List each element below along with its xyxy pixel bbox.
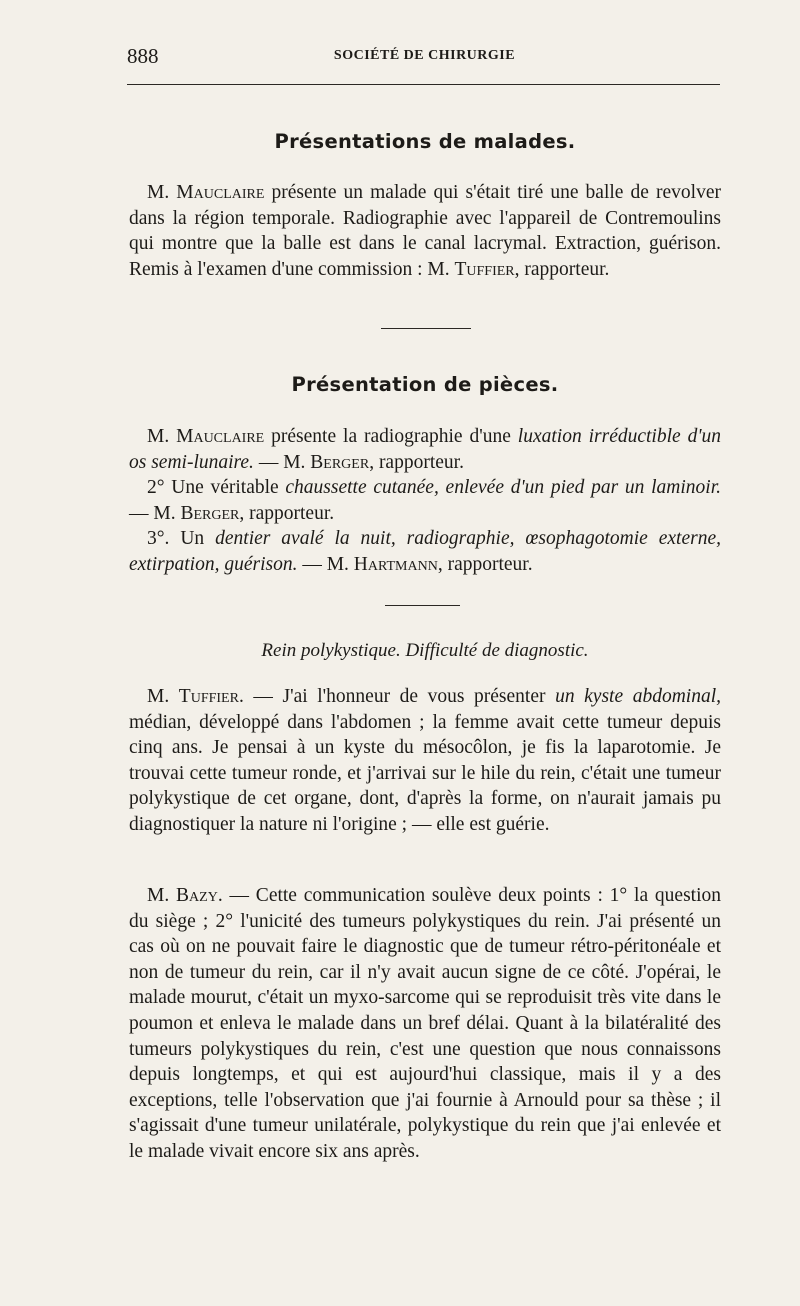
page-number: 888	[127, 44, 159, 68]
section-title-presentations-malades: Présentations de malades.	[274, 130, 576, 153]
rapporteur-name: Hartmann	[353, 553, 438, 575]
paragraph-item-3: 3°. Un dentier avalé la nuit, radiographie, œsophagotomie externe, extirpation, guérison. — M. Hartmann, rapporteur.	[129, 528, 721, 575]
paragraph-mauclaire-malade: M. Mauclaire présente un malade qui s'était tiré une balle de revolver dans la région temporale. Radiographie avec l'appareil de Contremoulins qui montre que la balle est dans le canal lacrymal. Extraction, guérison. Remis à l'examen d'une commission : M. Tuffier, rapporteur.	[129, 182, 721, 280]
running-title: SOCIÉTÉ DE CHIRURGIE	[333, 48, 516, 63]
rapporteur-name: Berger	[180, 502, 240, 524]
separator-rule	[381, 328, 471, 329]
author-name: Tuffier	[178, 686, 239, 707]
header-rule	[127, 84, 720, 85]
author-name: Bazy	[176, 885, 218, 906]
rapporteur-name: Berger	[310, 451, 370, 473]
paragraph-tuffier: M. Tuffier. — J'ai l'honneur de vous présenter un kyste abdominal, médian, développé dans l'abdomen ; la femme avait cette tumeur depuis cinq ans. Je pensai à un kyste du mésocôlon, je fis la laparotomie. Je trouvai cette tumeur ronde, et j'arrivai sur le hile du rein, c'était une tumeur polykystique de cet organe, dont, d'après la forme, on n'aurait jamais pu diagnostiquer la nature ni l'origine ; — elle est guérie.	[129, 686, 721, 835]
paragraph-item-2: 2° Une véritable chaussette cutanée, enlevée d'un pied par un laminoir. — M. Berger, rapporteur.	[129, 477, 722, 524]
rapporteur-name: Tuffier	[454, 258, 515, 280]
section-title-presentation-pieces: Présentation de pièces.	[291, 373, 559, 396]
author-name: Mauclaire	[176, 182, 265, 203]
paragraph-mauclaire-pieces: M. Mauclaire présente la radiographie d'une luxation irréductible d'un os semi-lunaire. — M. Berger, rapporteur. 2° Une véritable chaussette cutanée, enlevée d'un pied par un laminoir. — M. Berger, rapporteur. 3°. Un dentier avalé la nuit, radiographie, œsophagotomie externe, extirpation, guérison. — M. Hartmann, rapporteur.	[129, 424, 721, 578]
separator-rule	[385, 605, 460, 606]
subsection-title-rein-polykystique: Rein polykystique. Difficulté de diagnostic.	[261, 640, 589, 661]
author-name: Mauclaire	[176, 426, 265, 447]
paragraph-bazy: M. Bazy. — Cette communication soulève deux points : 1° la question du siège ; 2° l'unicité des tumeurs polykystiques du rein. J'ai présenté un cas où on ne pouvait faire le diagnostic que de tumeur rétro-péritonéale et non de tumeur du rein, car il n'y avait aucun signe de ce côté. J'opérai, le malade mourut, c'était un myxo-sarcome qui se reproduisit très vite dans le poumon et enleva le malade dans un bref délai. Quant à la bilatéralité des tumeurs polykystiques du rein, c'est une question que nous connaissons depuis longtemps, et qui est aujourd'hui classique, mais il y a des exceptions, telle l'observation que j'ai fournie à Arnould pour sa thèse ; il s'agissait d'une tumeur unilatérale, polykystique du rein que j'ai enlevée et le malade vivait encore six ans après.	[129, 885, 722, 1162]
page-header	[127, 44, 722, 70]
